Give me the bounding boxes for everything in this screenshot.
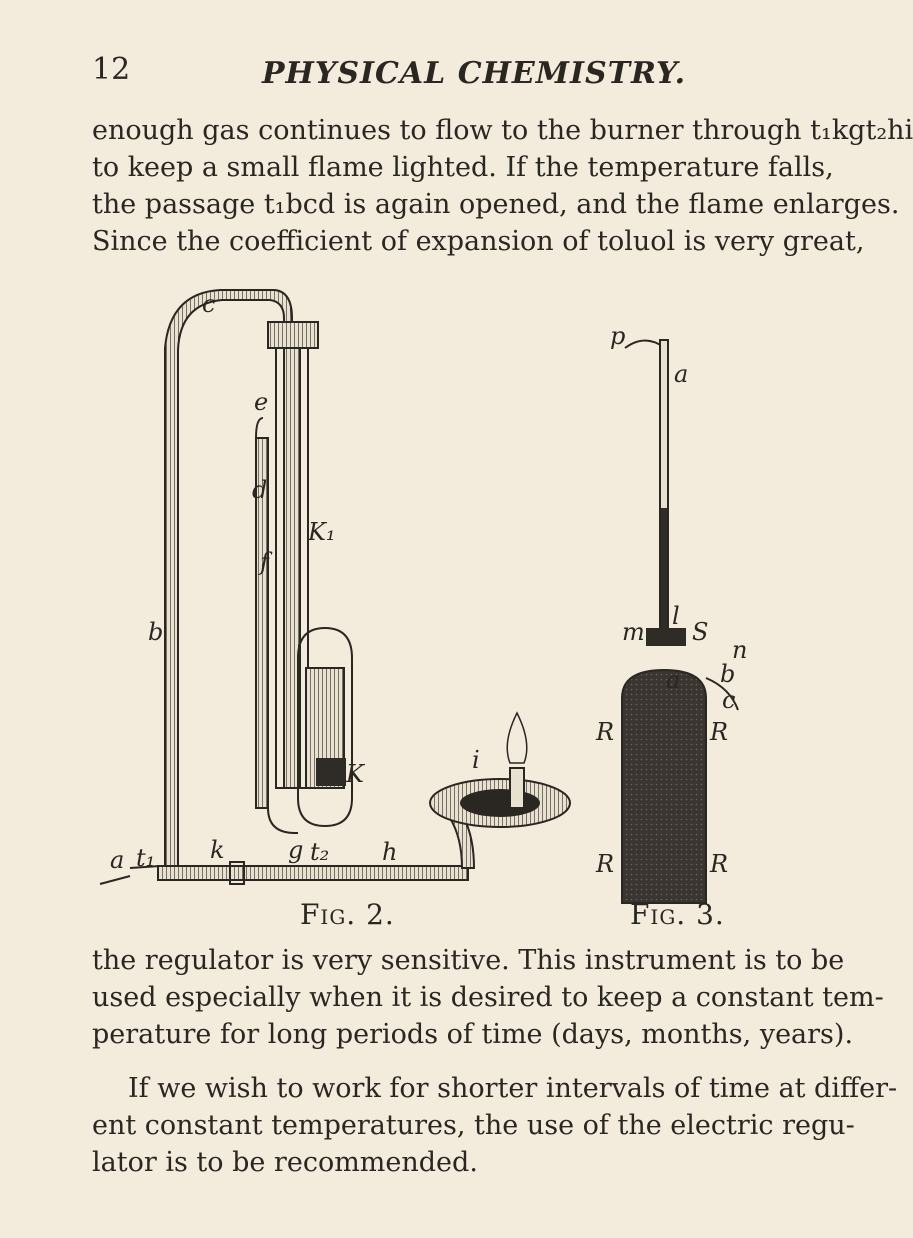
- paragraph-middle: [92, 942, 884, 1053]
- paragraph-bottom: [92, 1070, 898, 1181]
- label-l: l: [672, 602, 680, 630]
- label-r-mid-left: R: [596, 718, 615, 746]
- fig2-drawing: [100, 290, 570, 884]
- label-h: h: [382, 838, 398, 866]
- text-line: enough gas continues to flow to the burner through t₁kgt₂hi: [92, 115, 913, 146]
- label-b: b: [720, 660, 736, 688]
- label-e: e: [254, 388, 269, 416]
- label-m: m: [622, 618, 645, 646]
- label-k: k: [210, 836, 225, 864]
- page-header: [0, 52, 800, 102]
- label-K: K: [346, 760, 364, 788]
- text-line: the regulator is very sensitive. This instrument is to be: [92, 945, 845, 976]
- text-line: Since the coefficient of expansion of toluol is very great,: [92, 226, 865, 257]
- text-line: the passage t₁bcd is again opened, and the flame enlarges.: [92, 189, 900, 220]
- text-line: ent constant temperatures, the use of the electric regu-: [92, 1110, 855, 1141]
- label-b: b: [148, 618, 164, 646]
- label-t2: t₂: [310, 838, 330, 866]
- paragraph-top: [92, 112, 913, 260]
- fig3-drawing: [595, 322, 747, 903]
- page-number: 12: [92, 52, 131, 87]
- running-head: PHYSICAL CHEMISTRY.: [262, 56, 687, 91]
- figure-3-caption: Fig. 3.: [630, 898, 725, 931]
- text-line: If we wish to work for shorter intervals of time at differ-: [128, 1073, 898, 1104]
- label-c: c: [722, 686, 736, 714]
- text-line: used especially when it is desired to keep a constant tem-: [92, 982, 884, 1013]
- label-f: f: [260, 548, 269, 576]
- text-line: lator is to be recommended.: [92, 1147, 478, 1178]
- label-p: p: [610, 322, 626, 350]
- label-a-top: a: [674, 360, 689, 388]
- figure-2-caption: Fig. 2.: [300, 898, 395, 931]
- apparatus-illustration: [70, 278, 750, 938]
- label-K1: K₁: [308, 518, 336, 546]
- label-d: d: [252, 476, 268, 504]
- label-c: c: [202, 290, 216, 318]
- label-t1: t₁: [136, 844, 156, 872]
- label-r-low-left: R: [596, 850, 615, 878]
- label-i: i: [472, 746, 480, 774]
- label-n: n: [732, 636, 748, 664]
- label-r-mid-right: R: [710, 718, 729, 746]
- figures: [70, 278, 750, 938]
- label-s: S: [692, 618, 709, 646]
- label-r-low-right: R: [710, 850, 729, 878]
- text-line: to keep a small flame lighted. If the temperature falls,: [92, 152, 834, 183]
- label-a-mid: a: [666, 666, 681, 694]
- label-a: a: [110, 846, 125, 874]
- label-g: g: [288, 836, 304, 864]
- text-line: perature for long periods of time (days, months, years).: [92, 1019, 854, 1050]
